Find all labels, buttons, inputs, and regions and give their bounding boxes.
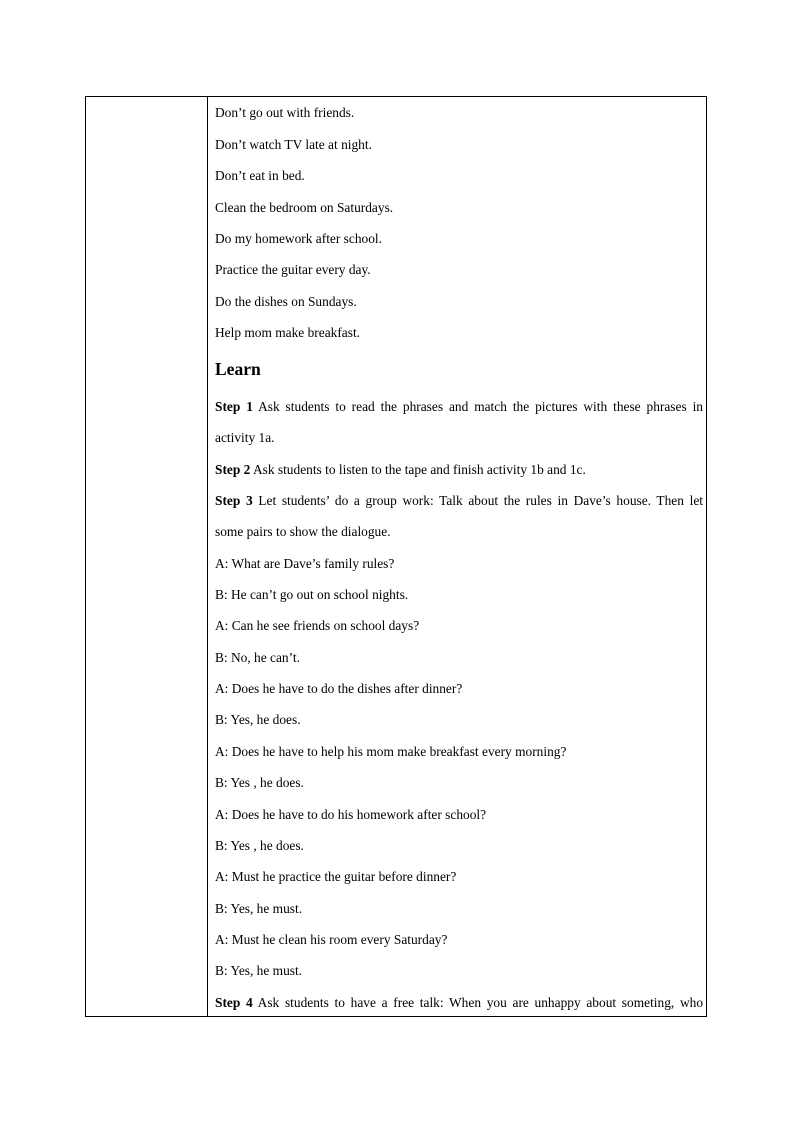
step-text: Ask students to read the phrases and match the pictures with these phrases in xyxy=(258,399,703,414)
step-1-line xyxy=(215,399,703,415)
column-divider xyxy=(207,97,208,1016)
dialogue-line: B: No, he can’t. xyxy=(215,650,300,665)
dialogue-line: B: Yes, he must. xyxy=(215,901,303,916)
dialogue-line: B: Yes , he does. xyxy=(215,775,304,790)
lesson-table xyxy=(85,96,707,1017)
rule-line: Don’t eat in bed. xyxy=(215,168,305,183)
dialogue-line: B: Yes, he does. xyxy=(215,712,301,727)
dialogue-line: A: Does he have to do the dishes after dinner? xyxy=(215,681,463,696)
dialogue-line: A: Must he clean his room every Saturday? xyxy=(215,932,448,947)
rule-line: Do my homework after school. xyxy=(215,231,382,246)
step-label: Step 4 xyxy=(215,995,253,1010)
step-text: Ask students to listen to the tape and finish activity 1b and 1c. xyxy=(252,462,586,477)
learn-heading: Learn xyxy=(215,359,261,379)
rule-line: Help mom make breakfast. xyxy=(215,325,361,340)
dialogue-line: B: Yes, he must. xyxy=(215,963,303,978)
rule-line: Do the dishes on Sundays. xyxy=(215,294,357,309)
step-3-line xyxy=(215,493,703,509)
step-label: Step 1 xyxy=(215,399,253,414)
dialogue-line: A: Does he have to do his homework after school? xyxy=(215,807,487,822)
step-2-line xyxy=(215,462,586,478)
step-label: Step 2 xyxy=(215,462,251,477)
rule-line: Don’t watch TV late at night. xyxy=(215,137,372,152)
rule-line: Clean the bedroom on Saturdays. xyxy=(215,200,394,215)
step-1-line-cont: activity 1a. xyxy=(215,430,275,445)
step-text: Let students’ do a group work: Talk about the rules in Dave’s house. Then let xyxy=(258,493,703,508)
step-4-line xyxy=(215,995,703,1011)
step-label: Step 3 xyxy=(215,493,253,508)
rule-line: Practice the guitar every day. xyxy=(215,262,371,277)
step-3-line-cont: some pairs to show the dialogue. xyxy=(215,524,391,539)
dialogue-line: A: What are Dave’s family rules? xyxy=(215,556,395,571)
dialogue-line: B: Yes , he does. xyxy=(215,838,304,853)
dialogue-line: B: He can’t go out on school nights. xyxy=(215,587,409,602)
step-text: Ask students to have a free talk: When you are unhappy about someting, who xyxy=(257,995,704,1010)
dialogue-line: A: Must he practice the guitar before dinner? xyxy=(215,869,457,884)
dialogue-line: A: Can he see friends on school days? xyxy=(215,618,420,633)
dialogue-line: A: Does he have to help his mom make breakfast every morning? xyxy=(215,744,567,759)
rule-line: Don’t go out with friends. xyxy=(215,105,355,120)
